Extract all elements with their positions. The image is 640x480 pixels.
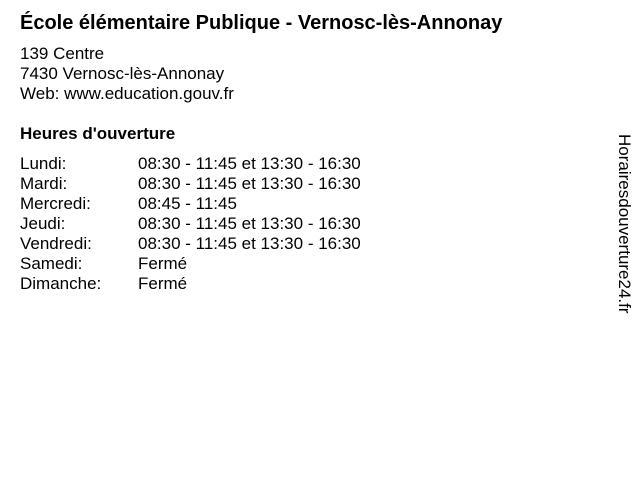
page-title: École élémentaire Publique - Vernosc-lès-Annonay (20, 12, 503, 34)
day-hours: 08:30 - 11:45 et 13:30 - 16:30 (138, 154, 361, 173)
site-watermark: Horairesdouverture24.fr (615, 134, 634, 314)
day-label: Mardi: (20, 174, 68, 193)
website[interactable]: Web: www.education.gouv.fr (20, 84, 234, 103)
day-hours: 08:45 - 11:45 (138, 194, 237, 213)
address-block (20, 44, 234, 104)
day-label: Samedi: (20, 254, 83, 273)
city-address: 7430 Vernosc-lès-Annonay (20, 64, 225, 83)
day-label: Lundi: (20, 154, 67, 173)
day-hours: 08:30 - 11:45 et 13:30 - 16:30 (138, 234, 361, 253)
hours-row-mercredi (20, 194, 361, 214)
hours-row-vendredi (20, 234, 361, 254)
hours-row-dimanche (20, 274, 361, 294)
day-label: Vendredi: (20, 234, 92, 253)
day-label: Jeudi: (20, 214, 66, 233)
day-hours: 08:30 - 11:45 et 13:30 - 16:30 (138, 214, 361, 233)
hours-row-jeudi (20, 214, 361, 234)
day-label: Mercredi: (20, 194, 91, 213)
hours-row-lundi (20, 154, 361, 174)
hours-table (20, 154, 361, 294)
day-hours: 08:30 - 11:45 et 13:30 - 16:30 (138, 174, 361, 193)
hours-row-mardi (20, 174, 361, 194)
hours-row-samedi (20, 254, 361, 274)
street-address: 139 Centre (20, 44, 105, 63)
hours-heading: Heures d'ouverture (20, 124, 176, 143)
day-hours: Fermé (138, 254, 188, 273)
day-hours: Fermé (138, 274, 188, 293)
day-label: Dimanche: (20, 274, 102, 293)
